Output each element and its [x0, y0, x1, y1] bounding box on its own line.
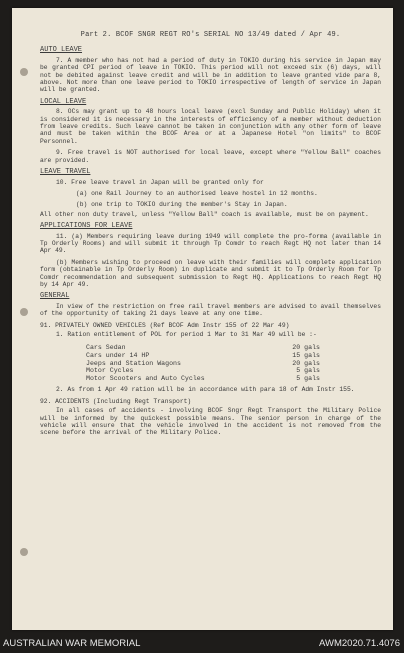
section-private-vehicles: [40, 322, 381, 394]
document-header: Part 2. BCOF SNGR REGT RO's SERIAL NO 13/49 dated / Apr 49.: [80, 31, 341, 39]
section-local-leave: [40, 99, 381, 164]
table-row: [86, 352, 326, 360]
section-applications: [40, 223, 381, 288]
section-general: [40, 293, 381, 317]
table-row: [86, 375, 326, 383]
ration-qty: 5 gals: [296, 374, 320, 382]
footer-accession-number: AWM2020.71.4076: [319, 638, 400, 649]
ration-qty: 20 gals: [292, 344, 320, 352]
paragraph: In view of the restriction on free rail travel members are advised to avail themselves of the opportunity of taking 21 days leave at any one time.: [40, 302, 381, 318]
document-body: [40, 32, 381, 441]
ration-qty: 15 gals: [292, 352, 320, 359]
paragraph: All other non duty travel, unless "Yellow Ball" coach is available, must be on payment.: [40, 210, 369, 218]
section-auto-leave: [40, 47, 381, 93]
table-row: [86, 367, 326, 375]
paragraph: 1. Ration entitlement of POL for period 1 Mar to 31 Mar 49 will be :-: [56, 331, 317, 338]
table-row: [86, 344, 326, 352]
document-page: [12, 8, 393, 630]
paragraph: (b) Members wishing to proceed on leave with their families will complete application form (obtainable in Tp Orderly Room) in duplicate and submit it to Tp Orderly Room for Tp Comdr recommendation and subsequent submission to Regt HQ. Applications to reach Regt HQ by 14 Apr 49.: [40, 258, 381, 288]
punch-hole: [20, 548, 28, 556]
ration-qty: 5 gals: [296, 367, 320, 375]
section-heading: APPLICATIONS FOR LEAVE: [40, 222, 133, 231]
ration-item: Jeeps and Station Wagons: [86, 359, 181, 367]
section-title: 92. ACCIDENTS (Including Regt Transport): [40, 397, 192, 405]
paragraph: 7. A member who has not had a period of duty in TOKIO during his service in Japan may be granted CPI period of leave in TOKIO. This period will not exceed six (6) days, will not be debited against leave credit and will be in addition to leave granted vide para 8, above. Not more than one leave period to TOKIO irrespective of length of service in Japan will be granted.: [40, 56, 381, 94]
travel-item: (b) one trip to TOKIO during the member's Stay in Japan.: [76, 201, 288, 209]
section-title: 91. PRIVATELY OWNED VEHICLES (Ref BCOF Adm Instr 155 of 22 Mar 49): [40, 321, 290, 329]
ration-item: Cars Sedan: [86, 344, 126, 352]
paragraph: 9. Free travel is NOT authorised for local leave, except where "Yellow Ball" coaches are provided.: [40, 149, 381, 164]
punch-hole: [20, 68, 28, 76]
ration-item: Motor Cycles: [86, 367, 134, 375]
paragraph: 8. OCs may grant up to 48 hours local leave (excl Sunday and Public Holiday) when it is considered it is necessary in the interests of efficiency of a member without deduction from leave credits. Such leave cannot be taken in conjunction with any other form of leave and must be taken within the BCOF Area or at a Japanese Hotel "on limits" to BCOF Personnel.: [40, 108, 381, 145]
section-heading: LEAVE TRAVEL: [40, 168, 91, 177]
paragraph: 10. Free leave travel in Japan will be granted only for: [56, 178, 264, 186]
archive-footer: [0, 633, 404, 653]
section-accidents: [40, 398, 381, 437]
paragraph: 11. (a) Members requiring leave during 1949 will complete the pro-forma (available in Tp Orderly Rooms) and will submit it through Tp Comdr to reach Regt HQ not later than 14 Apr 49.: [40, 232, 381, 255]
section-heading: GENERAL: [40, 292, 70, 301]
ration-table: [86, 344, 326, 382]
ration-qty: 20 gals: [292, 359, 320, 367]
punch-hole: [20, 308, 28, 316]
footer-institution: AUSTRALIAN WAR MEMORIAL: [3, 638, 141, 649]
section-heading: AUTO LEAVE: [40, 46, 83, 55]
punch-holes: [20, 8, 32, 630]
ration-item: Motor Scooters and Auto Cycles: [86, 374, 205, 382]
table-row: [86, 360, 326, 368]
travel-item: (a) one Rail Journey to an authorised leave hostel in 12 months.: [76, 189, 318, 197]
section-heading: LOCAL LEAVE: [40, 97, 87, 106]
paragraph: 2. As from 1 Apr 49 ration will be in accordance with para 18 of Adm Instr 155.: [56, 386, 355, 394]
ration-item: Cars under 14 HP: [86, 352, 150, 359]
paragraph: In all cases of accidents - involving BCOF Sngr Regt Transport the Military Police will be informed by the quickest possible means. The senior person in charge of the vehicle will ensure that the vehicle involved in the accident is not removed from the scene before the arrival of the Military Police.: [40, 407, 381, 437]
section-leave-travel: [40, 169, 381, 218]
